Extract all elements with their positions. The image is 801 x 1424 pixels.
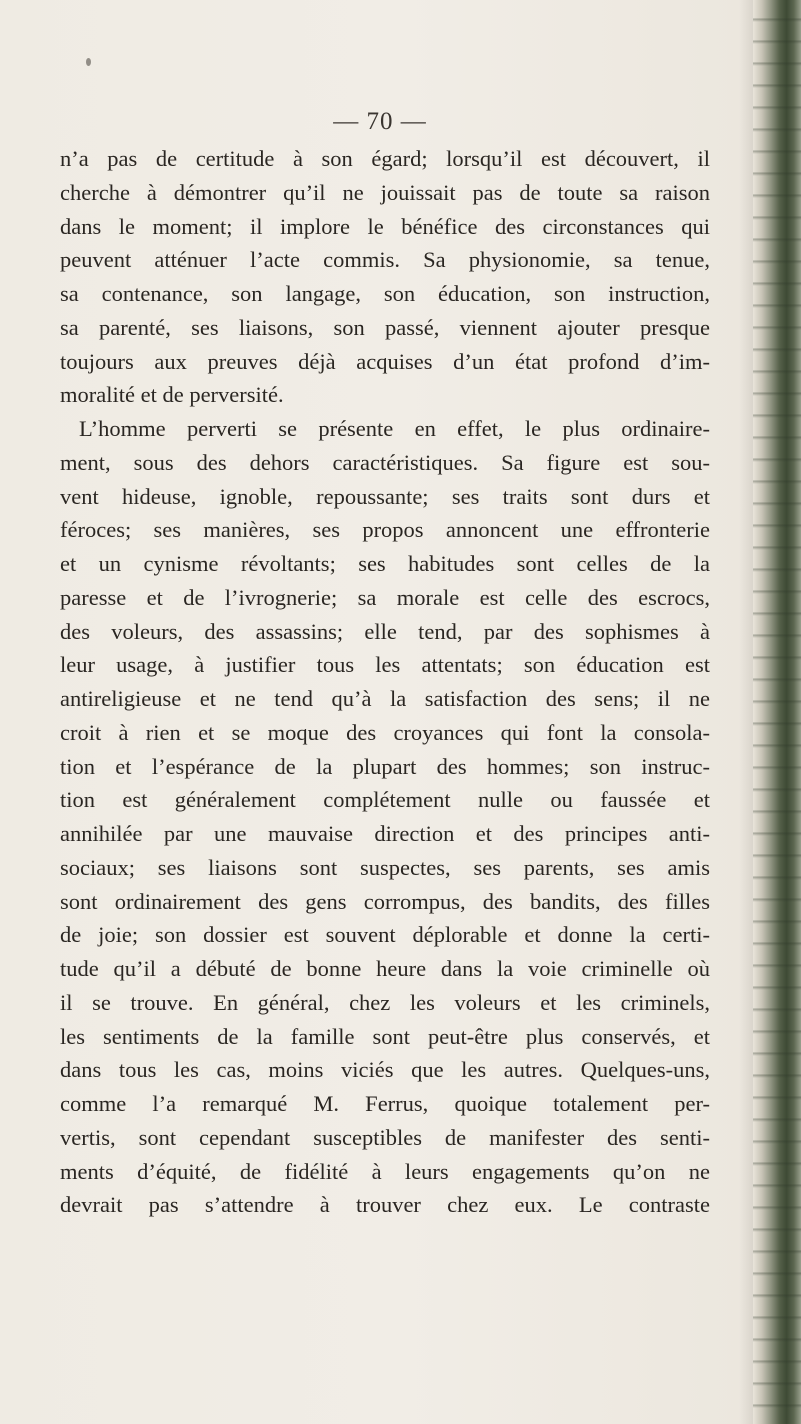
text-line: comme l’a remarqué M. Ferrus, quoique totalement per-: [60, 1091, 710, 1116]
text-line: peuvent atténuer l’acte commis. Sa physionomie, sa tenue,: [60, 247, 710, 273]
text-line: tion est généralement complétement nulle ou faussée et: [60, 787, 710, 813]
paragraph-end-line: moralité et de perversité.: [60, 382, 284, 408]
body-text: [60, 142, 710, 1222]
page-binding-edge: [753, 0, 801, 1424]
text-line: sa parenté, ses liaisons, son passé, viennent ajouter presque: [60, 314, 710, 340]
text-line: devrait pas s’attendre à trouver chez eux. Le contraste: [60, 1192, 710, 1218]
text-line: tude qu’il a débuté de bonne heure dans la voie criminelle où: [60, 956, 710, 981]
text-line: féroces; ses manières, ses propos annoncent une effronterie: [60, 517, 710, 543]
text-line: tion et l’espérance de la plupart des hommes; son instruc-: [60, 753, 710, 779]
text-line: dans tous les cas, moins viciés que les autres. Quelques-uns,: [60, 1057, 710, 1083]
page-gutter-shadow: [739, 0, 753, 1424]
text-line: sociaux; ses liaisons sont suspectes, ses parents, ses amis: [60, 854, 710, 880]
text-line: et un cynisme révoltants; ses habitudes sont celles de la: [60, 551, 710, 576]
text-line: toujours aux preuves déjà acquises d’un état profond d’im-: [60, 348, 710, 374]
paper-speck: [86, 58, 91, 66]
text-line: annihilée par une mauvaise direction et des principes anti-: [60, 821, 710, 846]
text-line: cherche à démontrer qu’il ne jouissait pas de toute sa raison: [60, 179, 710, 205]
text-line: des voleurs, des assassins; elle tend, par des sophismes à: [60, 618, 710, 644]
text-line: ments d’équité, de fidélité à leurs engagements qu’on ne: [60, 1158, 710, 1184]
text-line: les sentiments de la famille sont peut-être plus conservés, et: [60, 1023, 710, 1049]
text-line: sa contenance, son langage, son éducation, son instruction,: [60, 281, 710, 306]
text-line: vertis, sont cependant susceptibles de manifester des senti-: [60, 1124, 710, 1150]
text-line: de joie; son dossier est souvent déplorable et donne la certi-: [60, 922, 710, 948]
text-line: n’a pas de certitude à son égard; lorsqu’il est découvert, il: [60, 146, 710, 171]
text-line: croit à rien et se moque des croyances qui font la consola-: [60, 719, 710, 745]
text-line: vent hideuse, ignoble, repoussante; ses traits sont durs et: [60, 483, 710, 509]
text-line: sont ordinairement des gens corrompus, des bandits, des filles: [60, 888, 710, 914]
page-number: — 70 —: [333, 108, 427, 135]
text-line: leur usage, à justifier tous les attentats; son éducation est: [60, 652, 710, 678]
paragraph-start-line: L’homme perverti se présente en effet, le plus ordinaire-: [79, 416, 710, 441]
text-line: dans le moment; il implore le bénéfice des circonstances qui: [60, 213, 710, 239]
text-line: paresse et de l’ivrognerie; sa morale est celle des escrocs,: [60, 584, 710, 610]
text-line: il se trouve. En général, chez les voleurs et les criminels,: [60, 989, 710, 1015]
text-line: ment, sous des dehors caractéristiques. Sa figure est sou-: [60, 449, 710, 475]
text-line: antireligieuse et ne tend qu’à la satisfaction des sens; il ne: [60, 686, 710, 711]
